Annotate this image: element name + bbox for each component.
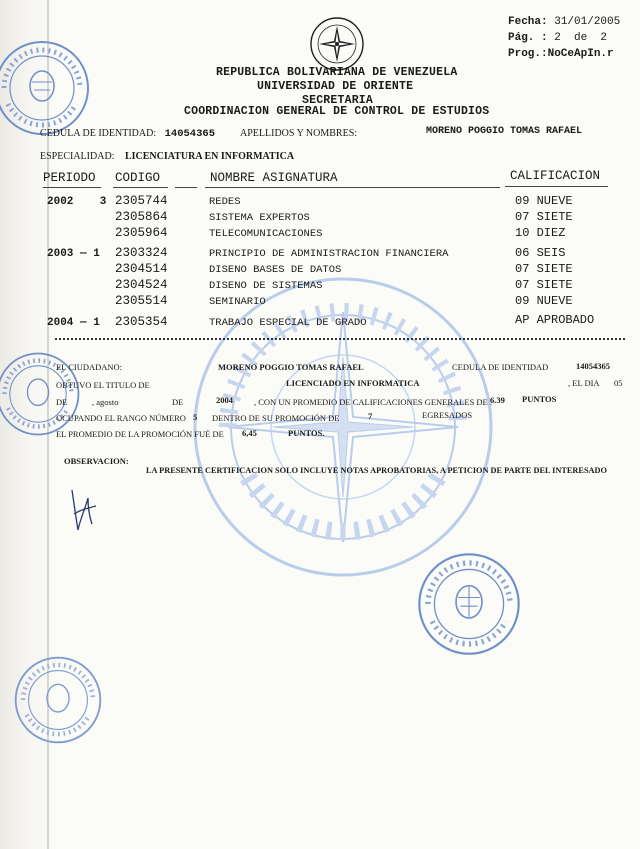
row-3-nombre: TELECOMUNICACIONES [209, 228, 323, 240]
fecha-line [508, 14, 620, 30]
puntos-label-2: PUNTOS. [288, 428, 325, 438]
mes-value: , agosto [92, 397, 119, 407]
header-periodo: PERIODO [43, 171, 96, 185]
cedula-label: CEDULA DE IDENTIDAD: [40, 128, 157, 139]
row-4-codigo: 2303324 [115, 246, 168, 260]
row-8-calificacion: AP APROBADO [515, 313, 595, 327]
title-secretaria: SECRETARIA [302, 94, 374, 107]
title-republica: REPUBLICA BOLIVARIANA DE VENEZUELA [216, 66, 458, 79]
row-7-codigo: 2305514 [115, 294, 168, 308]
row-1-calificacion: 09 NUEVE [515, 194, 573, 208]
ciudadano-value: MORENO POGGIO TOMAS RAFAEL [218, 362, 364, 372]
row-5-nombre: DISENO BASES DE DATOS [209, 264, 342, 276]
especialidad-line [40, 151, 294, 162]
rango-value: 5 [193, 412, 198, 422]
header-calificacion: CALIFICACION [510, 169, 601, 183]
promedio-text: , CON UN PROMEDIO DE CALIFICACIONES GENERALES DE : [254, 397, 493, 407]
row-4-calificacion: 06 SEIS [515, 246, 566, 260]
egresados-label: EGRESADOS [422, 410, 473, 420]
row-1-periodo: 2002 3 [47, 196, 107, 208]
cert-cedula-value: 14054365 [576, 361, 610, 371]
obtuvo-label: OBTUVO EL TITULO DE [56, 380, 150, 390]
row-1-codigo: 2305744 [115, 194, 168, 208]
secretaria-stamp-top-left [0, 38, 92, 138]
puntos-label-1: PUNTOS [522, 394, 557, 404]
row-6-nombre: DISENO DE SISTEMAS [209, 280, 323, 292]
nombres-value: MORENO POGGIO TOMAS RAFAEL [426, 126, 583, 137]
row-1-nombre: REDES [209, 196, 241, 208]
anio-value: 2004 [216, 395, 233, 405]
promocion-label: DENTRO DE SU PROMOCIÓN DE [212, 413, 340, 423]
underline-codigo [113, 187, 168, 188]
prog-line: Prog.:NoCeApIn.r [508, 48, 614, 60]
row-3-codigo: 2305964 [115, 226, 168, 240]
row-2-calificacion: 07 SIETE [515, 210, 573, 224]
header-nombre: NOMBRE ASIGNATURA [210, 171, 338, 185]
row-4-periodo: 2003 — 1 [47, 248, 100, 260]
underline-periodo [43, 187, 101, 188]
row-4-nombre: PRINCIPIO DE ADMINISTRACION FINANCIERA [209, 248, 449, 260]
observacion-label: OBSERVACION: [64, 456, 129, 466]
row-2-nombre: SISTEMA EXPERTOS [209, 212, 310, 224]
promocion-value: 7 [368, 411, 373, 421]
ciudadano-label: EL CIUDADANO: [56, 362, 123, 372]
row-2-codigo: 2305864 [115, 210, 168, 224]
row-3-calificacion: 10 DIEZ [515, 226, 566, 240]
row-5-calificacion: 07 SIETE [515, 262, 573, 276]
cert-cedula-label: CEDULA DE IDENTIDAD [452, 362, 549, 372]
dia-value: 05 [614, 378, 623, 388]
title-coordinacion: COORDINACION GENERAL DE CONTROL DE ESTUDIOS [184, 105, 490, 118]
dotted-separator [55, 338, 625, 340]
pagina-value: 2 de 2 [554, 32, 608, 44]
row-8-periodo: 2004 — 1 [47, 317, 100, 329]
row-7-nombre: SEMINARIO [209, 296, 266, 308]
underline-calificacion [505, 186, 608, 187]
row-8-codigo: 2305354 [115, 315, 168, 329]
secretaria-stamp-bottom-left [12, 652, 104, 748]
pagina-line [508, 30, 607, 46]
de-label-1: DE [56, 397, 68, 407]
especialidad-label: ESPECIALIDAD: [40, 151, 115, 162]
promedio-value: 6.39 [490, 395, 505, 405]
row-6-calificacion: 07 SIETE [515, 278, 573, 292]
header-codigo: CODIGO [115, 171, 161, 185]
row-5-codigo: 2304514 [115, 262, 168, 276]
titulo-value: LICENCIADO EN INFORMATICA [286, 378, 420, 388]
cedula-line [40, 128, 215, 140]
title-universidad: UNIVERSIDAD DE ORIENTE [257, 80, 414, 93]
pagina-label: Pág. : [508, 32, 548, 44]
nombres-label: APELLIDOS Y NOMBRES: [240, 128, 358, 139]
university-compass-logo [309, 16, 365, 72]
observacion-text: LA PRESENTE CERTIFICACION SOLO INCLUYE NOTAS APROBATORIAS, A PETICION DE PARTE DEL INTERESADO [146, 466, 607, 475]
handwritten-signature [66, 484, 106, 536]
row-7-calificacion: 09 NUEVE [515, 294, 573, 308]
prom-promocion-value: 6,45 [242, 428, 257, 438]
underline-nombre [205, 187, 500, 188]
underline-gap [175, 187, 197, 188]
especialidad-value: LICENCIATURA EN INFORMATICA [124, 151, 295, 162]
prom-promocion-label: EL PROMEDIO DE LA PROMOCIÓN FUÉ DE [56, 429, 224, 439]
cedula-value: 14054365 [164, 128, 216, 140]
row-6-codigo: 2304524 [115, 278, 168, 292]
el-dia-label: , EL DIA [568, 378, 600, 388]
fecha-label: Fecha: [508, 16, 548, 28]
de-label-2: DE [172, 397, 184, 407]
row-8-nombre: TRABAJO ESPECIAL DE GRADO [209, 317, 367, 329]
secretaria-stamp-right [415, 550, 523, 658]
rango-label: OCUPANDO EL RANGO NÚMERO [56, 413, 186, 423]
fecha-value: 31/01/2005 [554, 16, 621, 28]
